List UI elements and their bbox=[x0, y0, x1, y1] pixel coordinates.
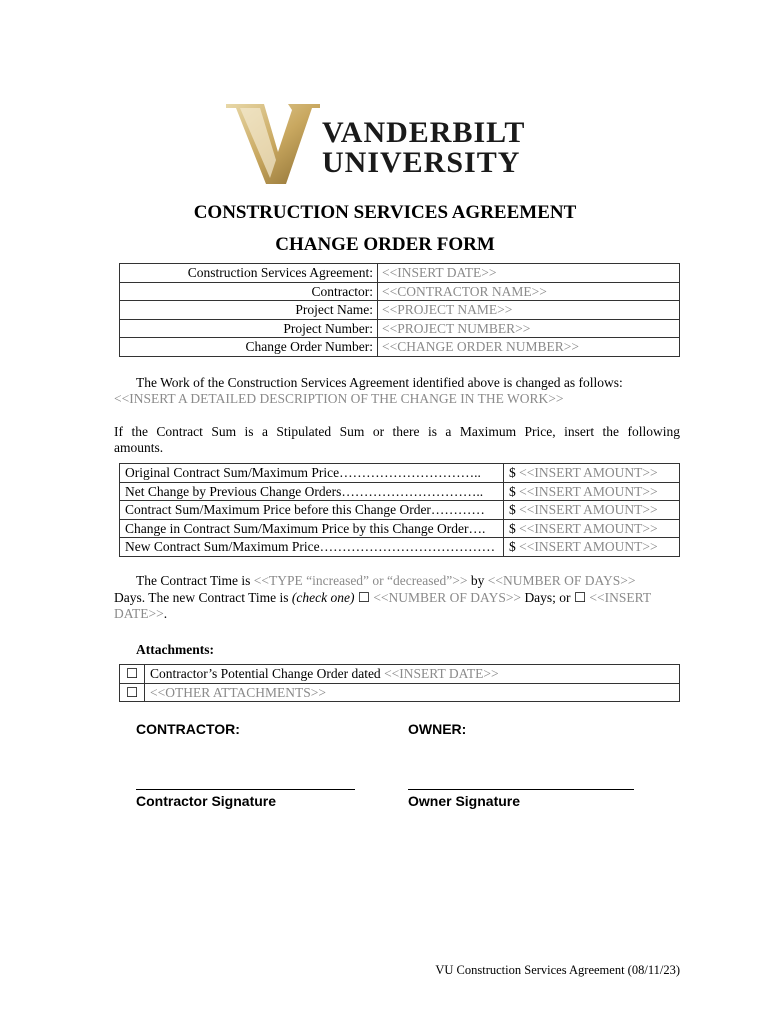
amount-value: <<INSERT AMOUNT>> bbox=[519, 539, 658, 555]
info-row bbox=[120, 319, 680, 338]
document-title: CONSTRUCTION SERVICES AGREEMENT bbox=[193, 202, 577, 223]
other-attachments-field[interactable]: <<OTHER ATTACHMENTS>> bbox=[150, 684, 327, 700]
info-label: Project Name: bbox=[120, 301, 378, 320]
contractor-signature-line[interactable] bbox=[136, 789, 355, 790]
contract-time-line-2 bbox=[114, 590, 651, 606]
change-intro-text: The Work of the Construction Services Agreement identified above is changed as follows: bbox=[136, 375, 623, 390]
amount-row bbox=[120, 464, 680, 483]
contract-time-text: Days; or bbox=[521, 590, 574, 605]
attachment-row bbox=[120, 665, 680, 684]
amount-row bbox=[120, 501, 680, 520]
amount-row bbox=[120, 538, 680, 557]
attachment-text: Contractor’s Potential Change Order dated bbox=[150, 666, 385, 682]
info-value-field[interactable]: <<PROJECT NAME>> bbox=[378, 301, 680, 320]
check-one-note: (check one) bbox=[291, 590, 355, 605]
amount-field[interactable] bbox=[504, 538, 680, 557]
contractor-signature-label: Contractor Signature bbox=[136, 793, 277, 809]
new-days-field[interactable]: <<NUMBER OF DAYS>> bbox=[373, 590, 522, 605]
agreement-info-table bbox=[119, 263, 680, 357]
footer-text: VU Construction Services Agreement (08/11/23) bbox=[435, 963, 680, 977]
info-label: Construction Services Agreement: bbox=[120, 264, 378, 283]
amount-field[interactable] bbox=[504, 464, 680, 483]
info-label: Project Number: bbox=[120, 319, 378, 338]
logo-line-2: UNIVERSITY bbox=[322, 146, 521, 179]
date-checkbox[interactable]: ☐ bbox=[573, 590, 587, 605]
info-row bbox=[120, 338, 680, 357]
amount-label: New Contract Sum/Maximum Price………………………………… bbox=[120, 538, 504, 557]
attachment-row bbox=[120, 683, 680, 702]
contract-time-text: Days. The new Contract Time is bbox=[114, 590, 292, 605]
contract-sum-instructions: If the Contract Sum is a Stipulated Sum or there is a Maximum Price, insert the following bbox=[114, 424, 680, 439]
contract-time-text: by bbox=[467, 573, 488, 588]
contract-time-text: The Contract Time is bbox=[136, 573, 254, 588]
amount-field[interactable] bbox=[504, 501, 680, 520]
contract-time-text: . bbox=[163, 606, 168, 621]
currency-symbol: $ bbox=[509, 539, 516, 555]
new-date-field-end[interactable]: DATE>> bbox=[114, 606, 164, 621]
amount-field[interactable] bbox=[504, 482, 680, 501]
days-checkbox[interactable]: ☐ bbox=[357, 590, 370, 605]
contract-amounts-table bbox=[119, 463, 680, 557]
currency-symbol: $ bbox=[509, 502, 516, 518]
contract-sum-instructions-end: amounts. bbox=[114, 440, 164, 455]
contractor-label: CONTRACTOR: bbox=[136, 721, 240, 737]
info-row bbox=[120, 264, 680, 283]
amount-value: <<INSERT AMOUNT>> bbox=[519, 520, 658, 536]
currency-symbol: $ bbox=[509, 520, 516, 536]
info-label: Contractor: bbox=[120, 282, 378, 301]
attachments-table bbox=[119, 664, 680, 702]
logo-line-1: VANDERBILT bbox=[322, 116, 526, 149]
info-value-field[interactable]: <<CHANGE ORDER NUMBER>> bbox=[378, 338, 680, 357]
amount-row bbox=[120, 482, 680, 501]
form-subtitle: CHANGE ORDER FORM bbox=[275, 234, 495, 255]
info-label: Change Order Number: bbox=[120, 338, 378, 357]
contract-time-line-1 bbox=[136, 573, 635, 589]
owner-label: OWNER: bbox=[408, 721, 467, 737]
info-value-field[interactable]: <<PROJECT NUMBER>> bbox=[378, 319, 680, 338]
amount-value: <<INSERT AMOUNT>> bbox=[519, 465, 658, 481]
currency-symbol: $ bbox=[509, 465, 516, 481]
info-row bbox=[120, 301, 680, 320]
change-description-field[interactable]: <<INSERT A DETAILED DESCRIPTION OF THE CHANGE IN THE WORK>> bbox=[114, 391, 564, 406]
amount-row bbox=[120, 519, 680, 538]
increase-type-field[interactable]: <<TYPE “increased” or “decreased”>> bbox=[253, 573, 468, 588]
owner-signature-line[interactable] bbox=[408, 789, 634, 790]
attachment-checkbox[interactable]: ☐ bbox=[120, 665, 145, 684]
amount-value: <<INSERT AMOUNT>> bbox=[519, 502, 658, 518]
owner-signature-label: Owner Signature bbox=[408, 793, 521, 809]
attachments-heading: Attachments: bbox=[136, 642, 214, 657]
attachment-item bbox=[145, 683, 680, 702]
amount-value: <<INSERT AMOUNT>> bbox=[519, 483, 658, 499]
contract-time-line-3 bbox=[114, 606, 167, 622]
new-date-field[interactable]: <<INSERT bbox=[589, 590, 652, 605]
info-value-field[interactable]: <<CONTRACTOR NAME>> bbox=[378, 282, 680, 301]
vanderbilt-logo bbox=[226, 104, 546, 184]
attachment-checkbox[interactable]: ☐ bbox=[120, 683, 145, 702]
attachment-item bbox=[145, 665, 680, 684]
amount-label: Contract Sum/Maximum Price before this Change Order………… bbox=[120, 501, 504, 520]
info-value-field[interactable]: <<INSERT DATE>> bbox=[378, 264, 680, 283]
amount-label: Change in Contract Sum/Maximum Price by this Change Order…. bbox=[120, 519, 504, 538]
amount-field[interactable] bbox=[504, 519, 680, 538]
amount-label: Net Change by Previous Change Orders………………………….. bbox=[120, 482, 504, 501]
attachment-date-field[interactable]: <<INSERT DATE>> bbox=[384, 666, 499, 682]
number-of-days-field[interactable]: <<NUMBER OF DAYS>> bbox=[487, 573, 636, 588]
currency-symbol: $ bbox=[509, 483, 516, 499]
info-row bbox=[120, 282, 680, 301]
amount-label: Original Contract Sum/Maximum Price………………………….. bbox=[120, 464, 504, 483]
